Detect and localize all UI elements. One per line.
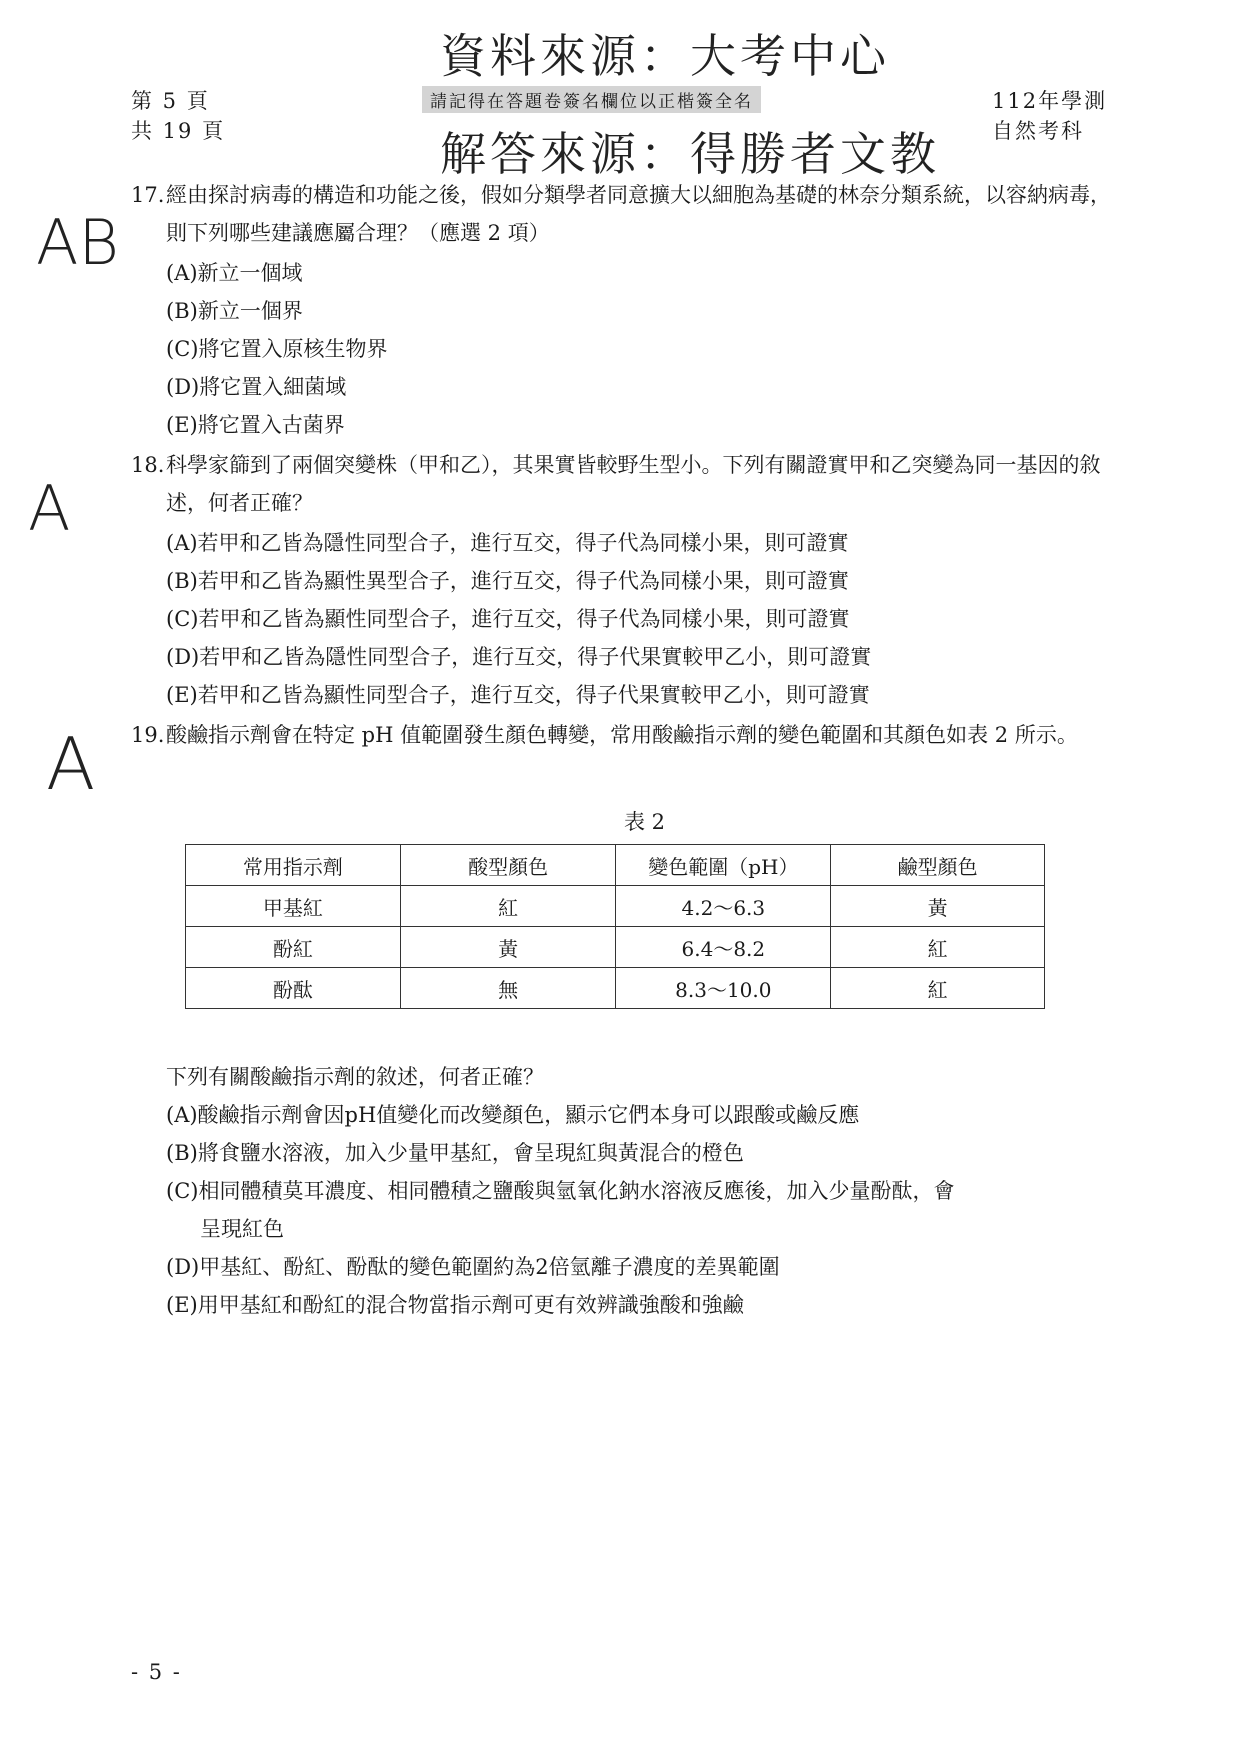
table-row xyxy=(186,968,1045,1009)
table-row xyxy=(186,927,1045,968)
exam-title: 112年學測 xyxy=(992,89,1108,113)
subject-label: 自然考科 xyxy=(992,119,1084,143)
column-header: 常用指示劑 xyxy=(186,845,401,886)
table-cell: 紅 xyxy=(831,968,1045,1009)
table-cell: 黃 xyxy=(400,927,616,968)
option-18-a: (A)若甲和乙皆為隱性同型合子，進行互交，得子代為同樣小果，則可證實 xyxy=(166,531,849,555)
question-number-18: 18. xyxy=(131,453,165,477)
option-18-b: (B)若甲和乙皆為顯性異型合子，進行互交，得子代為同樣小果，則可證實 xyxy=(166,569,849,593)
option-19-c-continued: 呈現紅色 xyxy=(200,1217,284,1241)
total-pages-label: 共 19 頁 xyxy=(131,119,226,143)
footer-page-number: - 5 - xyxy=(131,1660,182,1684)
option-19-c: (C)相同體積莫耳濃度、相同體積之鹽酸與氫氧化鈉水溶液反應後，加入少量酚酞，會 xyxy=(166,1179,955,1203)
table-cell: 酚紅 xyxy=(186,927,401,968)
question-text-19: 酸鹼指示劑會在特定 pH 值範圍發生顏色轉變，常用酸鹼指示劑的變色範圍和其顏色如表 2 所示。 xyxy=(166,723,1078,747)
option-17-e: (E)將它置入古菌界 xyxy=(166,413,345,437)
option-18-c: (C)若甲和乙皆為顯性同型合子，進行互交，得子代為同樣小果，則可證實 xyxy=(166,607,850,631)
question-number-17: 17. xyxy=(131,183,165,207)
option-19-b: (B)將食鹽水溶液，加入少量甲基紅，會呈現紅與黃混合的橙色 xyxy=(166,1141,744,1165)
table-cell: 無 xyxy=(400,968,616,1009)
option-19-a: (A)酸鹼指示劑會因pH值變化而改變顏色，顯示它們本身可以跟酸或鹼反應 xyxy=(166,1103,860,1127)
table-row xyxy=(186,886,1045,927)
handwritten-answer-19: A xyxy=(46,722,96,806)
indicator-table xyxy=(185,844,1045,1009)
handwritten-answer-17: AB xyxy=(36,206,120,279)
column-header: 鹼型顏色 xyxy=(831,845,1045,886)
question-text-17: 經由探討病毒的構造和功能之後，假如分類學者同意擴大以細胞為基礎的林奈分類系統，以容納病毒，則下列哪些建議應屬合理？（應選 2 項） xyxy=(166,183,1111,245)
handwritten-answer-source-note: 解答來源：得勝者文教 xyxy=(440,127,940,181)
question-text-18: 科學家篩到了兩個突變株（甲和乙），其果實皆較野生型小。下列有關證實甲和乙突變為同一基因的敘述，何者正確？ xyxy=(166,453,1101,515)
page-number-label: 第 5 頁 xyxy=(131,89,210,113)
table-cell: 黃 xyxy=(831,886,1045,927)
table-cell: 甲基紅 xyxy=(186,886,401,927)
signature-notice: 請記得在答題卷簽名欄位以正楷簽全名 xyxy=(422,86,761,113)
option-17-c: (C)將它置入原核生物界 xyxy=(166,337,388,361)
option-18-e: (E)若甲和乙皆為顯性同型合子，進行互交，得子代果實較甲乙小，則可證實 xyxy=(166,683,870,707)
question-number-19: 19. xyxy=(131,723,165,747)
handwritten-answer-18: A xyxy=(28,472,71,545)
table-cell: 酚酞 xyxy=(186,968,401,1009)
option-19-e: (E)用甲基紅和酚紅的混合物當指示劑可更有效辨識強酸和強鹼 xyxy=(166,1293,744,1317)
table-cell: 8.3～10.0 xyxy=(616,968,831,1009)
option-19-d: (D)甲基紅、酚紅、酚酞的變色範圍約為2倍氫離子濃度的差異範圍 xyxy=(166,1255,780,1279)
column-header: 酸型顏色 xyxy=(400,845,616,886)
table-cell: 紅 xyxy=(400,886,616,927)
table-cell: 6.4～8.2 xyxy=(616,927,831,968)
table-cell: 4.2～6.3 xyxy=(616,886,831,927)
option-17-b: (B)新立一個界 xyxy=(166,299,303,323)
table-header-row xyxy=(186,845,1045,886)
table-caption: 表 2 xyxy=(624,810,666,834)
column-header: 變色範圍（pH） xyxy=(616,845,831,886)
option-18-d: (D)若甲和乙皆為隱性同型合子，進行互交，得子代果實較甲乙小，則可證實 xyxy=(166,645,872,669)
question-stem-19: 下列有關酸鹼指示劑的敘述，何者正確？ xyxy=(166,1065,544,1089)
handwritten-source-note: 資料來源：大考中心 xyxy=(440,29,890,83)
option-17-a: (A)新立一個域 xyxy=(166,261,303,285)
option-17-d: (D)將它置入細菌域 xyxy=(166,375,347,399)
table-cell: 紅 xyxy=(831,927,1045,968)
